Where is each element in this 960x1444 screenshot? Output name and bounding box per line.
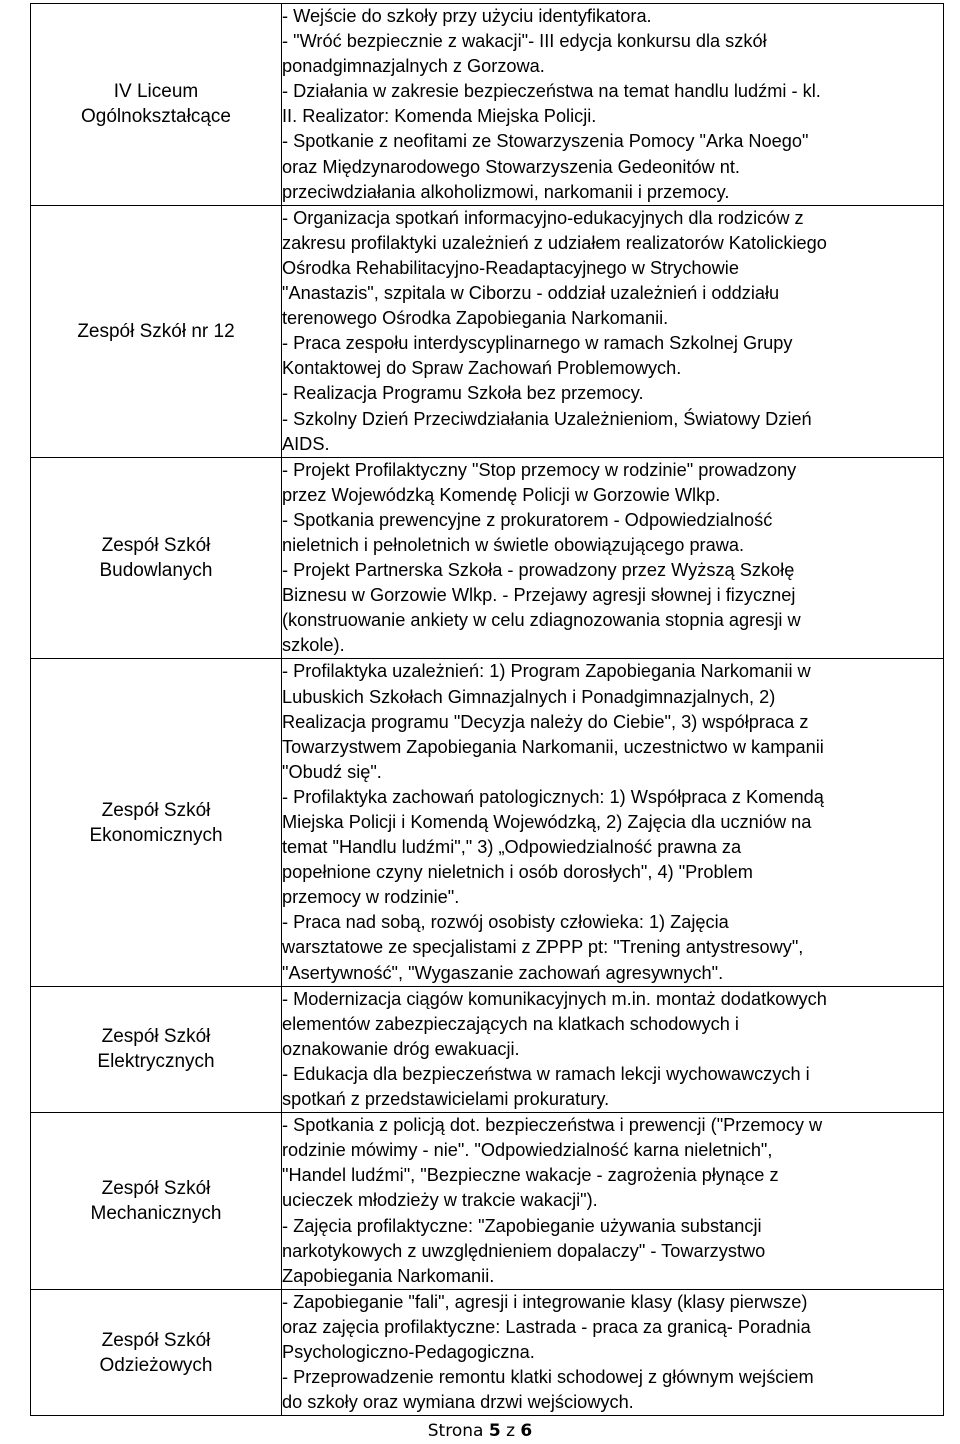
activity-text-line: Lubuskich Szkołach Gimnazjalnych i Ponadgimnazjalnych, 2)	[282, 686, 776, 707]
table-row	[31, 1113, 944, 1290]
activity-text-line: oraz Międzynarodowego Stowarzyszenia Gedeonitów nt.	[282, 156, 740, 177]
schools-table	[30, 3, 944, 1416]
activity-text-line: - Szkolny Dzień Przeciwdziałania Uzależnieniom, Światowy Dzień	[282, 408, 812, 429]
school-name-cell	[31, 4, 282, 206]
activity-text-line: - Spotkania prewencyjne z prokuratorem - Odpowiedzialność	[282, 509, 773, 530]
school-name-line: Zespół Szkół nr 12	[77, 320, 235, 342]
school-name-cell	[31, 205, 282, 457]
school-name-line: Odzieżowych	[99, 1354, 213, 1376]
activity-text-line: do szkoły oraz wymiana drzwi wejściowych.	[282, 1392, 634, 1413]
footer-separator: z	[500, 1421, 521, 1441]
activity-text-line: Kontaktowej do Spraw Zachowań Problemowych.	[282, 358, 682, 379]
activity-text-line: - Profilaktyka uzależnień: 1) Program Zapobiegania Narkomanii w	[282, 661, 811, 682]
school-name-line: Mechanicznych	[90, 1202, 222, 1224]
activity-text-line: - Profilaktyka zachowań patologicznych: 1) Współpraca z Komendą	[282, 786, 824, 807]
activity-text-line: - Organizacja spotkań informacyjno-edukacyjnych dla rodziców z	[282, 207, 804, 228]
school-name-line: Elektrycznych	[97, 1051, 215, 1073]
school-name-cell	[31, 457, 282, 659]
activity-text-line: "Anastazis", szpitala w Ciborzu - oddział uzależnień i oddziału	[282, 283, 780, 304]
activity-text-line: oraz zajęcia profilaktyczne: Lastrada - praca za granicą- Poradnia	[282, 1316, 811, 1337]
school-name-cell	[31, 1289, 282, 1415]
activity-text-line: przeciwdziałania alkoholizmowi, narkomanii i przemocy.	[282, 181, 730, 202]
activities-cell	[282, 1289, 944, 1415]
activity-text-line: - Spotkanie z neofitami ze Stowarzyszenia Pomocy "Arka Noego"	[282, 131, 809, 152]
school-name-line: Zespół Szkół	[101, 1026, 211, 1048]
activity-text-line: terenowego Ośrodka Zapobiegania Narkomanii.	[282, 308, 669, 329]
activities-cell	[282, 986, 944, 1112]
activities-cell	[282, 1113, 944, 1290]
activity-text-line: szkole).	[282, 635, 345, 656]
table-row	[31, 457, 944, 659]
activity-text-line: - Przeprowadzenie remontu klatki schodowej z głównym wejściem	[282, 1367, 814, 1388]
activities-cell	[282, 4, 944, 206]
table-row	[31, 4, 944, 206]
footer-total-pages: 6	[520, 1421, 533, 1441]
activities-cell	[282, 659, 944, 986]
activity-text-line: ucieczek młodzieży w trakcie wakacji").	[282, 1190, 598, 1211]
activity-text-line: Realizacja programu "Decyzja należy do Ciebie", 3) współpraca z	[282, 711, 809, 732]
activity-text-line: "Handel ludźmi", "Bezpieczne wakacje - zagrożenia płynące z	[282, 1165, 779, 1186]
activity-text-line: - Realizacja Programu Szkoła bez przemocy.	[282, 383, 644, 404]
table-row	[31, 986, 944, 1112]
activity-text-line: zakresu profilaktyki uzależnień z udziałem realizatorów Katolickiego	[282, 232, 827, 253]
activity-text-line: warsztatowe ze specjalistami z ZPPP pt: "Trening antystresowy",	[282, 937, 804, 958]
activity-text-line: Towarzystwem Zapobiegania Narkomanii, uczestnictwo w kampanii	[282, 736, 824, 757]
activity-text-line: ponadgimnazjalnych z Gorzowa.	[282, 56, 545, 77]
activity-text-line: Miejska Policji i Komendą Wojewódzką, 2) Zajęcia dla uczniów na	[282, 812, 812, 832]
school-name-line: Ogólnokształcące	[81, 106, 231, 128]
activity-text-line: Zapobiegania Narkomanii.	[282, 1265, 495, 1286]
activities-cell	[282, 457, 944, 659]
activity-text-line: oznakowanie dróg ewakuacji.	[282, 1038, 520, 1059]
table-row	[31, 1289, 944, 1415]
activity-text-line: przez Wojewódzką Komendę Policji w Gorzowie Wlkp.	[282, 484, 721, 505]
footer-page-number: 5	[488, 1421, 501, 1441]
activity-text-line: nieletnich i pełnoletnich w świetle obowiązującego prawa.	[282, 534, 745, 555]
activity-text-line: - Zajęcia profilaktyczne: "Zapobieganie używania substancji	[282, 1215, 762, 1236]
activity-text-line: - Modernizacja ciągów komunikacyjnych m.in. montaż dodatkowych	[282, 988, 827, 1009]
activity-text-line: narkotykowych z uwzględnieniem dopalaczy" - Towarzystwo	[282, 1240, 766, 1261]
school-name-cell	[31, 1113, 282, 1290]
table-row	[31, 659, 944, 986]
school-name-line: Zespół Szkół	[101, 1329, 211, 1351]
schools-table-body	[31, 4, 944, 1416]
activity-text-line: Biznesu w Gorzowie Wlkp. - Przejawy agresji słownej i fizycznej	[282, 585, 796, 606]
school-name-line: Zespół Szkół	[101, 799, 211, 821]
activity-text-line: popełnione czyny nieletnich i osób dorosłych", 4) "Problem	[282, 862, 753, 883]
table-row	[31, 205, 944, 457]
activity-text-line: - "Wróć bezpiecznie z wakacji"- III edycja konkursu dla szkół	[282, 31, 767, 52]
activity-text-line: temat "Handlu ludźmi"," 3) „Odpowiedzialność prawna za	[282, 837, 742, 858]
activity-text-line: - Edukacja dla bezpieczeństwa w ramach lekcji wychowawczych i	[282, 1063, 810, 1084]
activity-text-line: elementów zabezpieczających na klatkach schodowych i	[282, 1013, 739, 1034]
activity-text-line: - Praca zespołu interdyscyplinarnego w ramach Szkolnej Grupy	[282, 333, 793, 354]
activity-text-line: - Projekt Profilaktyczny "Stop przemocy w rodzinie" prowadzony	[282, 459, 797, 480]
school-name-line: Budowlanych	[99, 560, 213, 582]
activity-text-line: (konstruowanie ankiety w celu zdiagnozowania stopnia agresji w	[282, 610, 801, 631]
activity-text-line: AIDS.	[282, 433, 330, 454]
activity-text-line: przemocy w rodzinie".	[282, 887, 460, 908]
activity-text-line: rodzinie mówimy - nie". "Odpowiedzialność karna nieletnich",	[282, 1140, 773, 1161]
activity-text-line: - Praca nad sobą, rozwój osobisty człowieka: 1) Zajęcia	[282, 912, 729, 933]
footer-prefix: Strona	[427, 1421, 489, 1441]
activity-text-line: - Działania w zakresie bezpieczeństwa na temat handlu ludźmi - kl.	[282, 81, 821, 102]
activity-text-line: "Obudź się".	[282, 761, 382, 782]
activity-text-line: - Zapobieganie "fali", agresji i integrowanie klasy (klasy pierwsze)	[282, 1291, 808, 1312]
page-footer	[0, 1420, 960, 1442]
activity-text-line: Psychologiczno-Pedagogiczna.	[282, 1341, 535, 1362]
activity-text-line: - Spotkania z policją dot. bezpieczeństwa i prewencji ("Przemocy w	[282, 1115, 823, 1136]
school-name-line: Ekonomicznych	[89, 824, 223, 846]
activity-text-line: Ośrodka Rehabilitacyjno-Readaptacyjnego w Strychowie	[282, 257, 739, 278]
activity-text-line: - Projekt Partnerska Szkoła - prowadzony przez Wyższą Szkołę	[282, 560, 795, 581]
activity-text-line: spotkań z przedstawicielami prokuratury.	[282, 1089, 610, 1110]
school-name-cell	[31, 659, 282, 986]
activity-text-line: "Asertywność", "Wygaszanie zachowań agresywnych".	[282, 962, 724, 983]
school-name-cell	[31, 986, 282, 1112]
school-name-line: IV Liceum	[113, 81, 199, 103]
activity-text-line: II. Realizator: Komenda Miejska Policji.	[282, 106, 597, 127]
school-name-line: Zespół Szkół	[101, 1177, 211, 1199]
school-name-line: Zespół Szkół	[101, 535, 211, 557]
activity-text-line: - Wejście do szkoły przy użyciu identyfikatora.	[282, 6, 652, 26]
activities-cell	[282, 205, 944, 457]
